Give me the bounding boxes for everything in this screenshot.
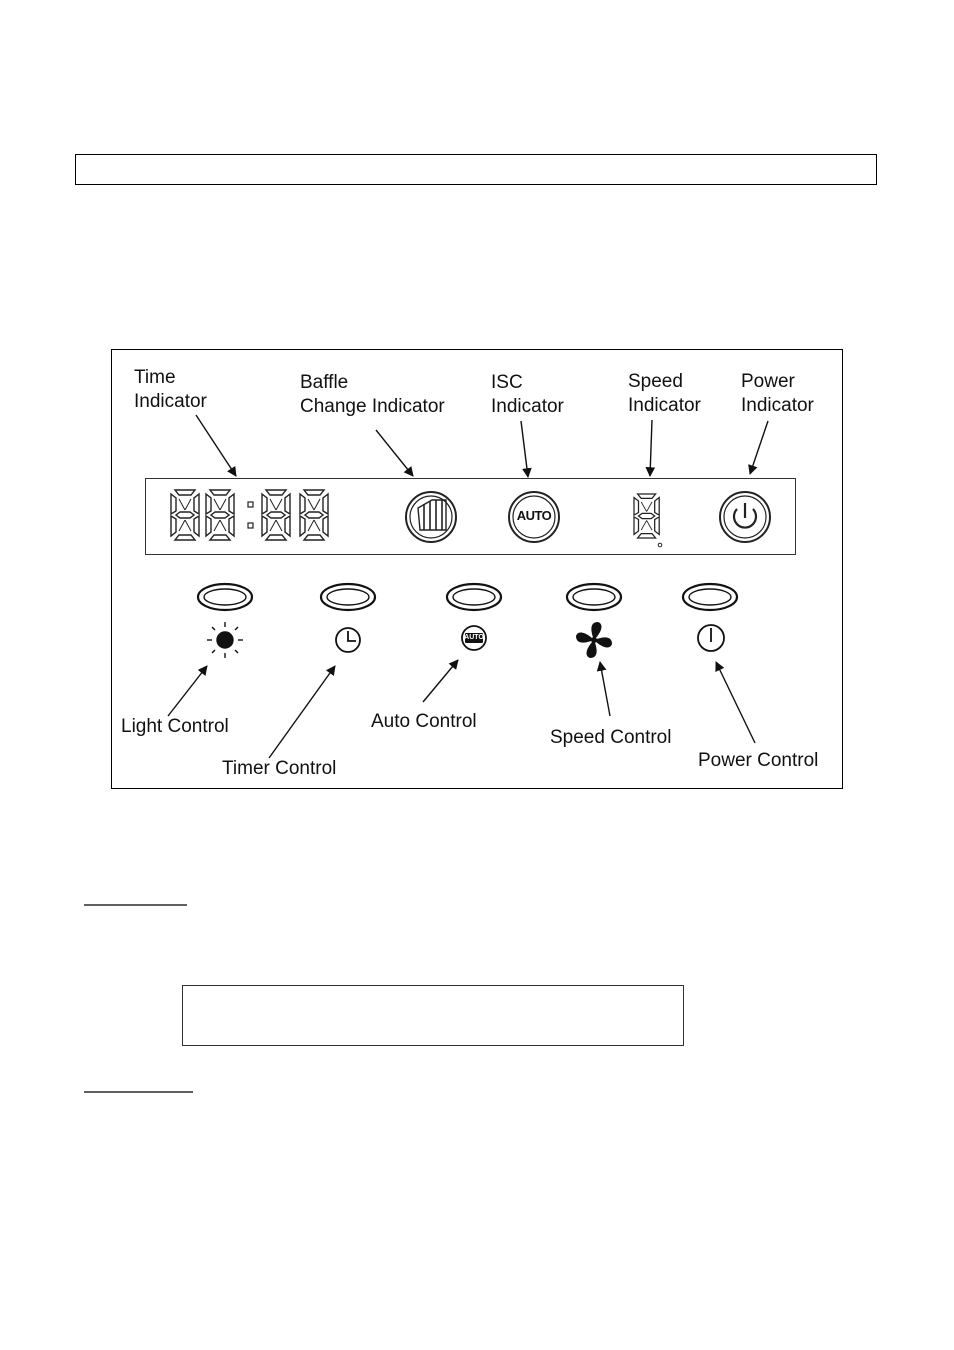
baffle-icon	[406, 492, 456, 542]
baffle-indicator-label: Baffle Change Indicator	[300, 372, 445, 417]
power-control-label: Power Control	[698, 750, 819, 771]
sun-icon	[207, 622, 243, 658]
fan-icon	[576, 622, 612, 658]
power-indicator-icon	[720, 492, 770, 542]
light-control-label: Light Control	[121, 716, 229, 737]
auto-control-label: Auto Control	[371, 711, 477, 732]
isc-auto-text: AUTO	[516, 508, 552, 523]
indicator-arrows	[196, 415, 768, 477]
speed-indicator-label: Speed Indicator	[628, 371, 701, 416]
speed-display	[634, 494, 662, 547]
power-icon	[698, 625, 724, 651]
timer-control-label: Timer Control	[222, 758, 337, 779]
power-indicator-label: Power Indicator	[741, 371, 814, 416]
small-display-panel	[182, 985, 684, 1046]
time-display	[171, 490, 328, 540]
auto-control-text: AUTO	[464, 634, 484, 641]
clock-icon	[336, 628, 360, 652]
speed-control-label: Speed Control	[550, 727, 672, 748]
time-indicator-label: Time Indicator	[134, 367, 207, 412]
isc-indicator-label: ISC Indicator	[491, 372, 564, 417]
control-buttons	[198, 584, 737, 610]
control-arrows	[168, 660, 755, 758]
